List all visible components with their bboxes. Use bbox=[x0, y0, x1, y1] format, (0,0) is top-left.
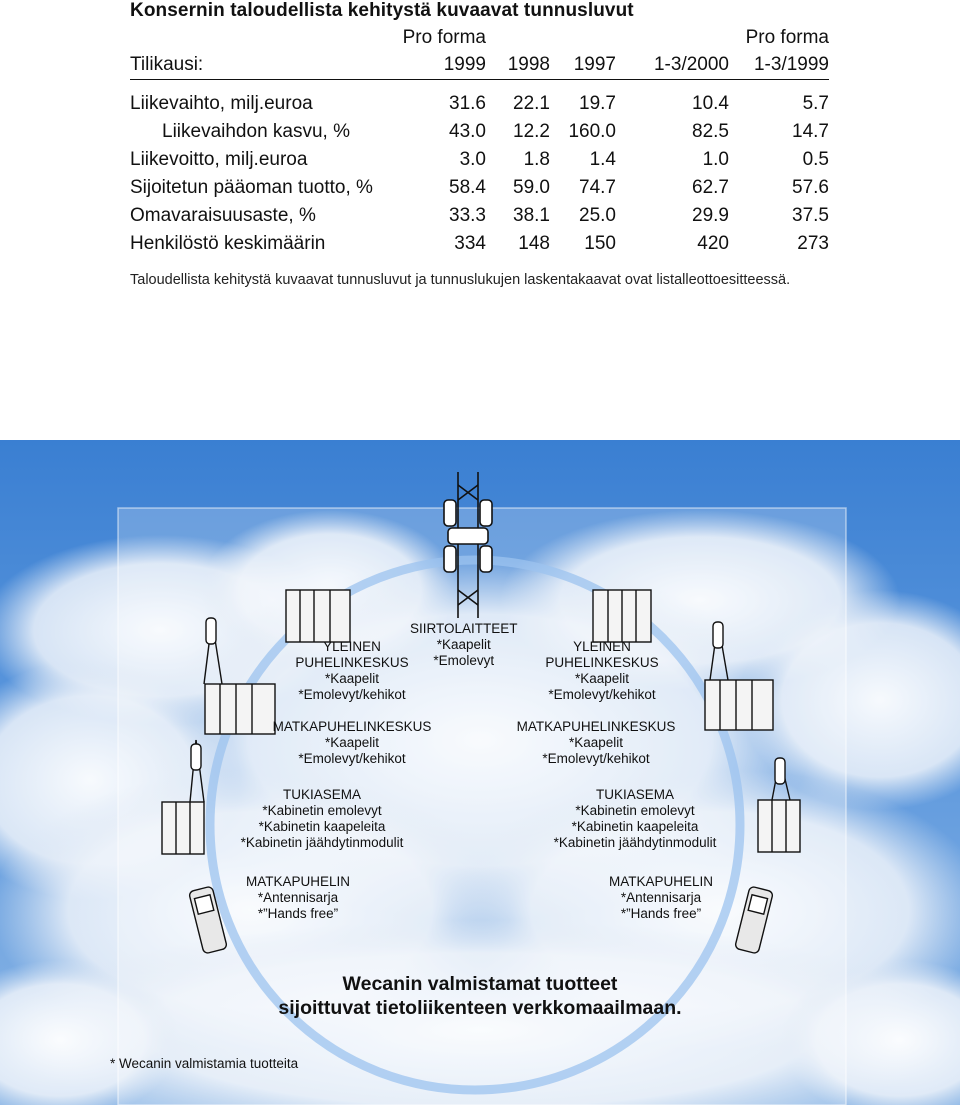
pro-forma-label: Pro forma bbox=[402, 26, 486, 48]
mobile-phone-left-label: MATKAPUHELIN *Antennisarja *”Hands free” bbox=[245, 874, 351, 921]
row-label: Henkilöstö keskimäärin bbox=[130, 233, 326, 254]
table-cell: 19.7 bbox=[579, 93, 616, 114]
row-label: Sijoitetun pääoman tuotto, % bbox=[130, 177, 373, 198]
table-cell: 22.1 bbox=[513, 93, 550, 114]
mobile-phone-right-label: MATKAPUHELIN *Antennisarja *”Hands free” bbox=[608, 874, 714, 921]
page-title: Konsernin taloudellista kehitystä kuvaavat tunnusluvut bbox=[130, 0, 634, 21]
table-cell: 420 bbox=[697, 233, 729, 254]
table-cell: 29.9 bbox=[692, 205, 729, 226]
table-cell: 14.7 bbox=[792, 121, 829, 142]
network-diagram bbox=[0, 440, 960, 1105]
table-cell: 59.0 bbox=[513, 177, 550, 198]
table-cell: 3.0 bbox=[459, 149, 486, 170]
table-cell: 150 bbox=[584, 233, 616, 254]
table-cell: 10.4 bbox=[692, 93, 729, 114]
table-cell: 62.7 bbox=[692, 177, 729, 198]
table-cell: 1.0 bbox=[702, 149, 729, 170]
base-station-left-label: TUKIASEMA *Kabinetin emolevyt *Kabinetin kaapeleita *Kabinetin jäähdytinmodulit bbox=[240, 787, 404, 850]
table-row bbox=[130, 146, 829, 174]
table-row bbox=[130, 174, 829, 202]
table-cell: 57.6 bbox=[792, 177, 829, 198]
base-station-cabinet-icon bbox=[758, 800, 800, 852]
table-row bbox=[130, 118, 829, 146]
public-exchange-right-label: YLEINEN PUHELINKESKUS *Kaapelit *Emolevyt/kehikot bbox=[545, 639, 659, 702]
mobile-exchange-cabinet-icon bbox=[705, 680, 773, 730]
table-cell: 334 bbox=[454, 233, 486, 254]
table-cell: 82.5 bbox=[692, 121, 729, 142]
table-row bbox=[130, 90, 829, 118]
table-cell: 58.4 bbox=[449, 177, 486, 198]
row-label: Liikevaihdon kasvu, % bbox=[162, 121, 350, 142]
base-station-right-label: TUKIASEMA *Kabinetin emolevyt *Kabinetin kaapeleita *Kabinetin jäähdytinmodulit bbox=[553, 787, 717, 850]
mobile-exchange-right-label: MATKAPUHELINKESKUS *Kaapelit *Emolevyt/kehikot bbox=[516, 719, 676, 766]
table-cell: 1.4 bbox=[589, 149, 616, 170]
table-cell: 148 bbox=[518, 233, 550, 254]
row-label: Liikevaihto, milj.euroa bbox=[130, 93, 313, 114]
table-cell: 0.5 bbox=[802, 149, 829, 170]
column-header: 1998 bbox=[486, 51, 550, 80]
column-header: 1-3/1999 bbox=[729, 51, 829, 80]
table-cell: 38.1 bbox=[513, 205, 550, 226]
table-body bbox=[130, 90, 829, 258]
table-cell: 1.8 bbox=[523, 149, 550, 170]
siirtolaitteet-label: SIIRTOLAITTEET *Kaapelit *Emolevyt bbox=[410, 621, 518, 668]
table-cell: 31.6 bbox=[449, 93, 486, 114]
table-cell: 43.0 bbox=[449, 121, 486, 142]
table-cell: 37.5 bbox=[792, 205, 829, 226]
exchange-cabinet-icon bbox=[593, 590, 651, 642]
table-row bbox=[130, 202, 829, 230]
table-cell: 25.0 bbox=[579, 205, 616, 226]
table-cell: 74.7 bbox=[579, 177, 616, 198]
pro-forma-label: Pro forma bbox=[745, 26, 829, 48]
table-cell: 273 bbox=[797, 233, 829, 254]
financial-table bbox=[130, 24, 829, 258]
table-cell: 5.7 bbox=[802, 93, 829, 114]
column-header: 1-3/2000 bbox=[616, 51, 729, 80]
period-label: Tilikausi: bbox=[130, 51, 390, 80]
table-note: Taloudellista kehitystä kuvaavat tunnusluvut ja tunnuslukujen laskentakaavat ovat listalleottoesitteessä. bbox=[130, 272, 791, 288]
diagram-headline: Wecanin valmistamat tuotteet sijoittuvat tietoliikenteen verkkomaailmaan. bbox=[278, 973, 682, 1019]
exchange-cabinet-icon bbox=[286, 590, 350, 642]
row-label: Liikevoitto, milj.euroa bbox=[130, 149, 308, 170]
column-header: 1999 bbox=[390, 51, 486, 80]
row-label: Omavaraisuusaste, % bbox=[130, 205, 316, 226]
header-row-pro-forma bbox=[130, 24, 829, 51]
footnote: * Wecanin valmistamia tuotteita bbox=[110, 1056, 299, 1071]
table-cell: 33.3 bbox=[449, 205, 486, 226]
mobile-exchange-left-label: MATKAPUHELINKESKUS *Kaapelit *Emolevyt/kehikot bbox=[272, 719, 432, 766]
public-exchange-left-label: YLEINEN PUHELINKESKUS *Kaapelit *Emolevyt/kehikot bbox=[295, 639, 409, 702]
column-header: 1997 bbox=[550, 51, 616, 80]
header-row-years bbox=[130, 51, 829, 80]
base-station-cabinet-icon bbox=[162, 802, 204, 854]
table-cell: 160.0 bbox=[568, 121, 616, 142]
table-row bbox=[130, 230, 829, 258]
table-cell: 12.2 bbox=[513, 121, 550, 142]
mobile-exchange-cabinet-icon bbox=[205, 684, 275, 734]
